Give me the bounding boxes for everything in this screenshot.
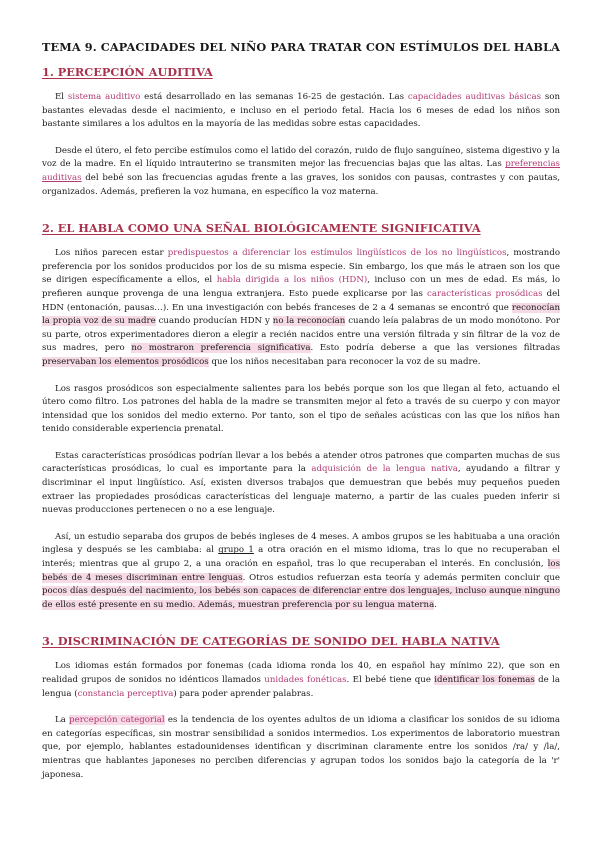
text-run: del HDN (entonación, pausas…). En una investigación con bebés franceses de xyxy=(42,288,560,313)
text-run: monótono xyxy=(496,316,540,327)
text-run: útero xyxy=(95,145,119,156)
text-run: unidades fonéticas xyxy=(264,675,347,685)
text-run: , el xyxy=(197,275,217,286)
text-run: percepción categorial xyxy=(69,715,165,726)
text-run: español xyxy=(276,559,311,570)
text-run: constancia perceptiva xyxy=(77,688,174,699)
text-run: ) para poder aprender palabras. xyxy=(173,688,314,699)
text-run: no mostraron preferencia significativa xyxy=(131,343,311,354)
text-run: características prosódicas xyxy=(427,288,543,299)
text-run: lengua extranjera xyxy=(203,288,282,299)
text-run: se encontró que xyxy=(435,302,512,313)
text-run: no recuperaban el interés xyxy=(42,545,560,570)
text-run: . Las xyxy=(382,92,408,102)
text-run: frecuencias bajas xyxy=(343,159,421,170)
section-heading: 1. PERCEPCIÓN AUDITIVA xyxy=(42,65,213,79)
text-run: útero como filtro xyxy=(42,397,117,408)
text-run: no la reconocían xyxy=(272,316,346,327)
text-run: los niños son xyxy=(494,105,561,116)
text-run: y xyxy=(262,316,273,327)
text-run: reconocían la propia voz de su madre xyxy=(42,302,560,327)
text-run: ; mientras que al grupo 2, a una oración en xyxy=(72,559,277,570)
text-run: , incluso con xyxy=(367,275,431,286)
text-run: , e incluso en el xyxy=(222,105,304,116)
text-run: y con mayor intensidad que los sonidos del medio externo. Por tanto, son el tipo de señales acústicas con las que los niños han tenido considerable xyxy=(42,397,560,435)
text-run: nuevas producciones pertenecen o no a ese lenguaje xyxy=(42,505,273,516)
text-run: que los niños necesitaban para reconocer la voz de su madre. xyxy=(208,356,481,367)
text-run: (cada idioma ronda los 40, en español hay mínimo 22), que son en realidad grupos de sonidos no idénticos llamados xyxy=(42,661,560,685)
text-run: sonidos de su idioma xyxy=(467,715,560,726)
text-run: , tras lo que xyxy=(310,559,371,570)
document-body xyxy=(42,65,560,782)
text-run: predispuestos a diferenciar los estímulos lingüísticos de los no lingüísticos xyxy=(167,248,507,259)
text-run: , en específico la xyxy=(246,186,322,197)
text-run: Desde el xyxy=(55,145,96,156)
text-run: cuando producían xyxy=(155,316,241,327)
text-run: 6 meses de edad xyxy=(416,105,495,116)
text-run: , el feto percibe estímulos como el latido del corazón, ruido de flujo sanguíneo, sistema digestivo y la voz de la madre. En el líquido intrauterino se transmiten mejor las xyxy=(42,145,560,170)
text-run: capacidades auditivas básicas xyxy=(407,92,541,102)
text-run: . Hacia los xyxy=(361,105,417,116)
text-run: categorías específicas xyxy=(56,728,153,739)
text-run: y después se les cambiaba: al xyxy=(73,545,219,556)
text-run: El xyxy=(55,92,68,102)
text-run: preferencias auditivas xyxy=(42,159,560,183)
text-run: pocos días después del nacimiento, los bebés son capaces de diferenciar entre dos lenguajes, incluso aunque ninguno de ellos esté presente en su medio. Además, muestran preferencia por su lengua materna xyxy=(42,586,560,610)
text-run: 4 meses xyxy=(311,531,347,542)
text-run: en xyxy=(42,728,57,739)
paragraph xyxy=(42,247,560,369)
text-run: grupo 1 xyxy=(218,545,254,556)
text-run: adquisición de la lengua nativa xyxy=(311,464,458,475)
text-run: . Sin embargo, los que más le atraen son los que se xyxy=(42,261,560,286)
text-run: Los niños parecen estar xyxy=(55,248,168,259)
text-run: de la lengua ( xyxy=(42,675,560,699)
text-run: . El bebé tiene que xyxy=(346,675,435,685)
text-run: pautas xyxy=(528,172,558,183)
text-run: y con xyxy=(496,172,529,183)
text-run: . Esto puede explicarse por las xyxy=(281,288,428,299)
text-run: . xyxy=(272,505,275,516)
text-run: habla dirigida a los niños (HDN) xyxy=(216,275,368,286)
text-run: gestación xyxy=(340,92,383,102)
text-run: 2 a 4 semanas xyxy=(372,302,436,313)
text-run: de xyxy=(321,92,341,102)
text-run: Los rasgos prosódicos son especialmente salientes para los bebés porque son los que llegan al feto, actuando el xyxy=(55,383,560,394)
section-gap xyxy=(42,212,560,221)
text-run: de un idioma a clasificar los xyxy=(336,715,468,726)
text-run: , ayudando a xyxy=(457,464,525,475)
text-run: organizados xyxy=(42,186,95,197)
text-run: , mostrando preferencia por los sonidos producidos por los de su xyxy=(42,248,561,272)
text-run: se les habituaba a una oración inglesa xyxy=(42,531,561,556)
text-run: contrastes xyxy=(450,172,497,183)
text-run: , a partir de las cuales pueden inferir si xyxy=(371,491,560,502)
paragraph xyxy=(42,145,560,199)
text-run: bastante similares a los adultos xyxy=(42,119,180,130)
text-run: mismo idioma xyxy=(353,545,417,556)
text-run: Así, un estudio separaba dos grupos de bebés xyxy=(55,531,260,542)
text-run: los bebés de 4 meses discriminan entre lenguas xyxy=(42,559,561,583)
text-run: semanas 16-25 xyxy=(255,92,322,102)
text-run: . En conclusión, xyxy=(471,559,548,570)
text-run: Los idiomas están formados por xyxy=(55,661,207,672)
text-run: . xyxy=(434,599,437,610)
text-run: HDN xyxy=(240,316,263,327)
text-run: de xyxy=(294,531,312,542)
text-run: . Esto podría deberse a que las versiones filtradas xyxy=(310,343,560,354)
text-run: filtrar y discriminar el input lingüístico xyxy=(42,464,560,489)
text-run: nacimiento xyxy=(174,105,223,116)
text-run: a otra oración en el xyxy=(253,545,354,556)
text-run: fonemas xyxy=(206,661,244,672)
text-run: misma especie xyxy=(278,261,343,272)
text-run: ingleses xyxy=(259,531,295,542)
text-run: un mes xyxy=(430,275,464,286)
text-run: es la tendencia de los oyentes xyxy=(164,715,305,726)
text-run: . xyxy=(220,424,224,435)
text-run: experiencia prenatal xyxy=(130,424,221,435)
text-run: pausas xyxy=(414,172,445,183)
text-run: . xyxy=(375,186,379,197)
text-run: . Otros estudios refuerzan esta teoría y además permiten concluir que xyxy=(242,572,560,583)
text-run: extraer las propiedades prosódicas características del lenguaje materno xyxy=(42,491,372,502)
text-run: . Además, prefieren la xyxy=(94,186,194,197)
text-run: dirigen específicamente a ellos xyxy=(56,275,198,286)
text-run: , xyxy=(444,172,451,183)
text-run: , sin mostrar sensibilidad a sonidos intermedios. Los experimentos de laboratorio muestran que, por ejemplo, hablantes estadounidenses identifican y discriminan claramente entre los sonidos /ra/ y /la/, mientras que hablantes japoneses no perciben diferencias y agrupan todos los sonidos bajo la categoría de la 'r' japonesa. xyxy=(42,728,561,780)
text-run: , tras lo que xyxy=(416,545,478,556)
section-gap xyxy=(42,625,560,634)
text-run: Estas características prosódicas podrían llevar a los bebés a atender otros patrones que comparten muchas de sus características prosódicas, lo cual es importante para la xyxy=(42,450,560,475)
text-run: está desarrollado en las xyxy=(140,92,256,102)
text-run: recuperaban el interés xyxy=(370,559,472,570)
section-heading: 2. EL HABLA COMO UNA SEÑAL BIOLÓGICAMENTE SIGNIFICATIVA xyxy=(42,221,481,236)
document-title: TEMA 9. CAPACIDADES DEL NIÑO PARA TRATAR CON ESTÍMULOS DEL HABLA xyxy=(42,40,560,54)
text-run: frente a las graves, los sonidos con xyxy=(247,172,415,183)
section-heading: 3. DISCRIMINACIÓN DE CATEGORÍAS DE SONIDO DEL HABLA NATIVA xyxy=(42,634,500,649)
paragraph xyxy=(42,450,560,518)
paragraph xyxy=(42,714,560,782)
text-run: sistema auditivo xyxy=(67,92,141,102)
text-run: del bebé son las xyxy=(81,172,163,183)
text-run: frecuencias agudas xyxy=(162,172,248,183)
text-run: que las altas. Las xyxy=(420,159,506,170)
text-run: La xyxy=(55,715,70,726)
paragraph xyxy=(42,383,560,437)
text-run: adultos xyxy=(304,715,337,726)
text-run: . Los patrones del habla de la madre xyxy=(116,397,283,408)
text-run: . Por su parte, otros experimentadores dieron a elegir a recién nacidos entre una versión filtrada y sin filtrar de la voz de sus madres, pero xyxy=(42,316,561,354)
text-run: . Así, existen diversos trabajos que demuestran que bebés muy pequeños pueden xyxy=(182,478,560,489)
text-run: , xyxy=(557,172,560,183)
text-run: son bastantes elevadas desde el xyxy=(42,92,560,116)
text-run: cuando leía palabras de un modo xyxy=(345,316,497,327)
text-run: . A ambos grupos xyxy=(346,531,426,542)
text-run: de edad. Es más, lo prefieren aunque provenga de una xyxy=(42,275,561,299)
text-run: identificar los fonemas xyxy=(434,675,535,685)
paragraph xyxy=(42,531,560,613)
text-run: periodo fetal xyxy=(303,105,362,116)
text-run: voz materna xyxy=(321,186,376,197)
text-run: preservaban los elementos prosódicos xyxy=(42,356,209,367)
paragraph xyxy=(42,91,560,132)
text-run: voz humana xyxy=(193,186,247,197)
text-run: en la mayoría de las medidas sobre estas capacidades. xyxy=(179,119,421,130)
paragraph xyxy=(42,660,560,701)
text-run: se transmiten mejor al feto a través de su cuerpo xyxy=(282,397,503,408)
